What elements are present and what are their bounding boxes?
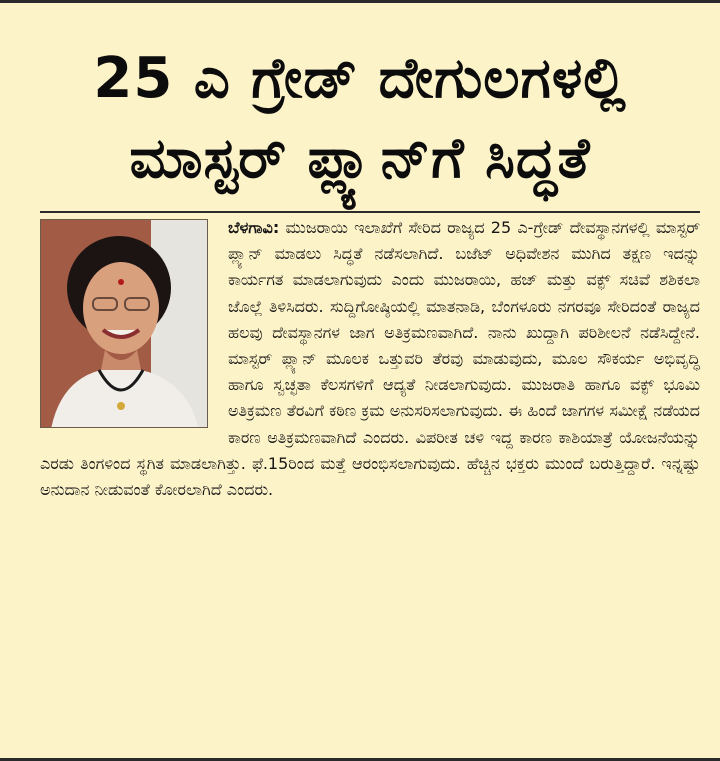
article-text: ಮುಜರಾಯಿ ಇಲಾಖೆಗೆ ಸೇರಿದ ರಾಜ್ಯದ 25 ಎ-ಗ್ರೇಡ್ ದೇವಸ್ಥಾನಗಳಲ್ಲಿ ಮಾಸ್ಟರ್ ಪ್ಲ್ಯಾನ್ ಮಾಡಲು ಸಿದ್ಧತೆ ನಡೆಸಲಾಗಿದೆ. ಬಜೆಟ್ ಅಧಿವೇಶನ ಮುಗಿದ ತಕ್ಷಣ ಇದನ್ನು ಕಾರ್ಯಗತ ಮಾಡಲಾಗುವುದು ಎಂದು ಮುಜರಾಯಿ, ಹಜ್ ಮತ್ತು ವಕ್ಫ್ ಸಚಿವೆ ಶಶಿಕಲಾ ಜೊಲ್ಲೆ ತಿಳಿಸಿದರು. ಸುದ್ದಿಗೋಷ್ಠಿಯಲ್ಲಿ ಮಾತನಾಡಿ, ಬೆಂಗಳೂರು ನಗರವೂ ಸೇರಿದಂತೆ ರಾಜ್ಯದ ಹಲವು ದೇವಸ್ಥಾನಗಳ ಜಾಗ ಅತಿಕ್ರಮಣವಾಗಿದೆ. ನಾನು ಖುದ್ದಾಗಿ ಪರಿಶೀಲನೆ ನಡೆಸಿದ್ದೇನೆ. ಮಾಸ್ಟರ್ ಪ್ಲ್ಯಾನ್ ಮೂಲಕ ಒತ್ತುವರಿ ತೆರವು ಮಾಡುವುದು, ಮೂಲ ಸೌಕರ್ಯ ಅಭಿವೃದ್ಧಿ ಹಾಗೂ ಸ್ವಚ್ಛತಾ ಕೆಲಸಗಳಿಗೆ ಆದ್ಯತೆ ನೀಡಲಾಗುವುದು. ಮುಜರಾತಿ ಹಾಗೂ ವಕ್ಫ್ ಭೂಮಿ ಅತಿಕ್ರಮಣ ತೆರವಿಗೆ ಕಠಿಣ ಕ್ರಮ ಅನುಸರಿಸಲಾಗುವುದು. ಈ ಹಿಂದೆ ಜಾಗಗಳ ಸಮೀಕ್ಷೆ ನಡೆಯದ ಕಾರಣ ಅತಿಕ್ರಮಣವಾಗಿದೆ ಎಂದರು. ವಿಪರೀತ ಚಳಿ ಇದ್ದ ಕಾರಣ ಕಾಶಿಯಾತ್ರೆ ಯೋಜನೆಯನ್ನು ಎರಡು ತಿಂಗಳಿಂದ ಸ್ಥಗಿತ ಮಾಡಲಾಗಿತ್ತು. ಫೆ.15ರಿಂದ ಮತ್ತೆ ಆರಂಭಿಸಲಾಗುವುದು. ಹೆಚ್ಚಿನ ಭಕ್ತರು ಮುಂದೆ ಬರುತ್ತಿದ್ದಾರೆ. ಇನ್ನಷ್ಟು ಅನುದಾನ ನೀಡುವಂತೆ ಕೋರಲಾಗಿದೆ ಎಂದರು. xyxy=(40,218,700,500)
headline-line-1: 25 ಎ ಗ್ರೇಡ್ ದೇಗುಲಗಳಲ್ಲಿ xyxy=(93,46,627,111)
dateline: ಬೆಳಗಾವಿ: xyxy=(228,218,280,237)
headline-line-2: ಮಾಸ್ಟರ್ ಪ್ಲ್ಯಾನ್‌ಗೆ ಸಿದ್ಧತೆ xyxy=(129,126,591,191)
article-body xyxy=(40,215,700,503)
headline-divider xyxy=(40,211,700,213)
minister-portrait-photo xyxy=(40,219,208,428)
portrait-illustration xyxy=(41,220,208,428)
